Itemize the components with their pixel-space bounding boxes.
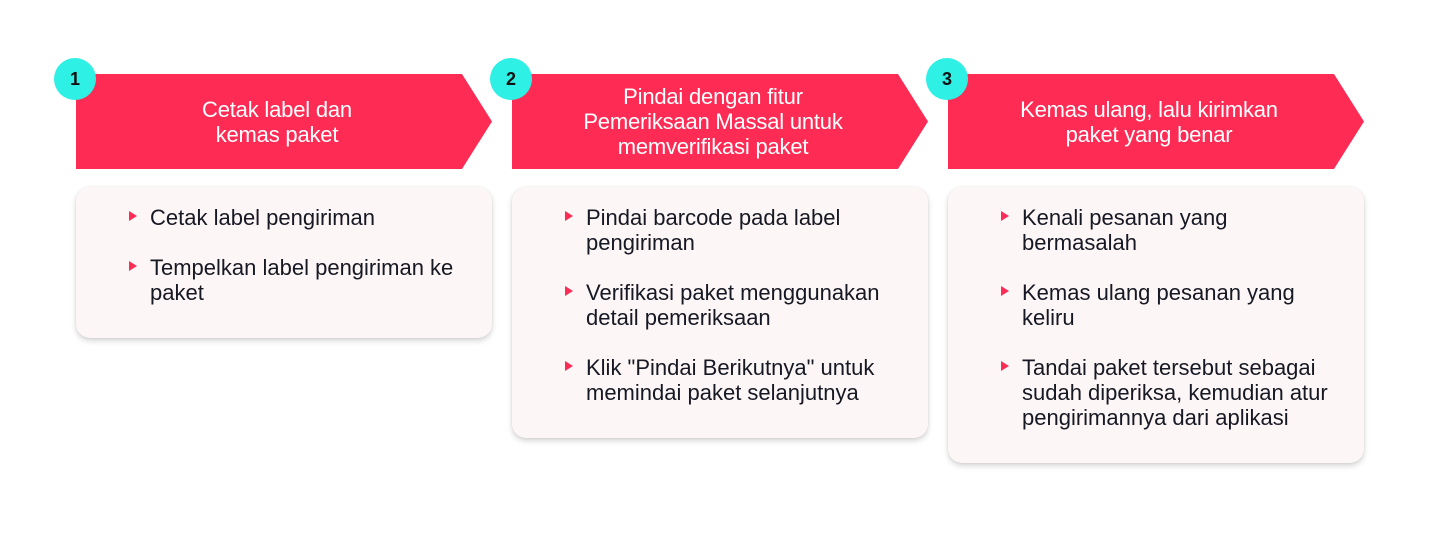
list-item: Verifikasi paket menggunakan detail pemeriksaan — [562, 280, 908, 330]
step-1-list — [126, 205, 472, 305]
step-3-card — [948, 187, 1364, 463]
list-item: Tandai paket tersebut sebagai sudah diperiksa, kemudian atur pengirimannya dari aplikasi — [998, 355, 1344, 430]
bullet-triangle-icon — [1001, 211, 1009, 221]
bullet-triangle-icon — [1001, 361, 1009, 371]
step-1-title: Cetak label dan kemas paket — [202, 96, 352, 147]
step-1 — [69, 0, 496, 550]
bullet-triangle-icon — [565, 361, 573, 371]
bullet-triangle-icon — [565, 211, 573, 221]
step-3-list — [998, 205, 1344, 430]
step-3-banner — [948, 74, 1364, 169]
bullet-triangle-icon — [129, 211, 137, 221]
step-3-number-badge: 3 — [926, 58, 968, 100]
list-item: Tempelkan label pengiriman ke paket — [126, 255, 472, 305]
step-2-title: Pindai dengan fitur Pemeriksaan Massal untuk memverifikasi paket — [583, 84, 843, 159]
list-item: Kenali pesanan yang bermasalah — [998, 205, 1344, 255]
step-3-title: Kemas ulang, lalu kirimkan paket yang benar — [1020, 96, 1278, 147]
list-item: Klik "Pindai Berikutnya" untuk memindai paket selanjutnya — [562, 355, 908, 405]
step-1-card — [76, 187, 492, 338]
list-item: Kemas ulang pesanan yang keliru — [998, 280, 1344, 330]
bullet-triangle-icon — [565, 286, 573, 296]
step-2 — [505, 0, 932, 550]
step-3 — [941, 0, 1368, 550]
step-1-banner — [76, 74, 492, 169]
step-2-card — [512, 187, 928, 438]
list-item: Pindai barcode pada label pengiriman — [562, 205, 908, 255]
step-2-number-badge: 2 — [490, 58, 532, 100]
bullet-triangle-icon — [129, 261, 137, 271]
step-2-list — [562, 205, 908, 405]
bullet-triangle-icon — [1001, 286, 1009, 296]
step-1-number-badge: 1 — [54, 58, 96, 100]
list-item: Cetak label pengiriman — [126, 205, 472, 230]
step-2-banner — [512, 74, 928, 169]
